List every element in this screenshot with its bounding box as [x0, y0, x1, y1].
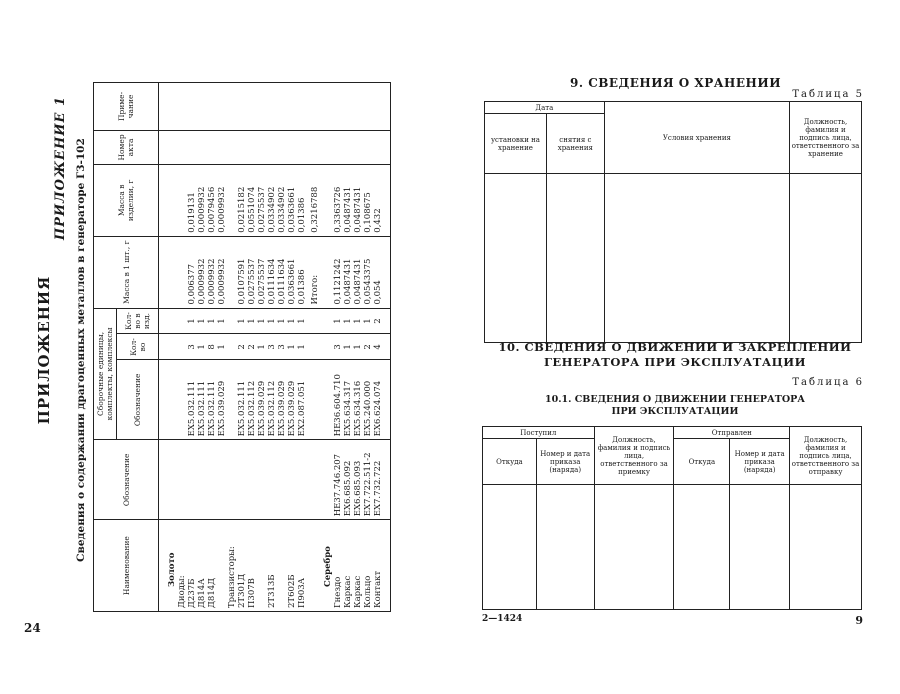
cell-mi: 0,0363661	[287, 164, 297, 236]
cell-qi: 1	[237, 308, 247, 334]
cell-empty	[277, 83, 287, 131]
cell-q: 1	[343, 334, 353, 360]
cell-empty	[197, 83, 207, 131]
cell-empty	[353, 130, 363, 164]
cell-mi: 0,108675	[363, 164, 373, 236]
movement-table	[482, 426, 862, 610]
cell-name: Д814А	[197, 520, 207, 612]
cell-q: 1	[257, 334, 267, 360]
cell-asm: НЕ36.604.710	[333, 360, 343, 440]
table-5-label: Таблица 5	[792, 89, 864, 100]
cell-empty	[307, 360, 323, 440]
table-row	[267, 83, 277, 612]
cell-empty	[383, 360, 391, 440]
cell-mi: 0,0487431	[343, 164, 353, 236]
cell-m1: 0,0275537	[247, 236, 257, 308]
cell-name: 2Т313Б	[267, 520, 277, 612]
cell-m1: 0,0107591	[237, 236, 247, 308]
cell-qi	[177, 308, 187, 334]
t6-sent: Отправлен	[674, 427, 790, 439]
cell-m1: 0,0009932	[207, 236, 217, 308]
col-assembly-group: Сборочные единицы, комплекты, комплексы	[94, 308, 117, 440]
t6-empty-cell	[674, 485, 730, 610]
cell-asm: ЕХ5.634.316	[353, 360, 363, 440]
cell-m1: 0,1121242	[333, 236, 343, 308]
cell-des: ЕХ7.732.722	[373, 440, 383, 520]
cell-des	[267, 440, 277, 520]
group-silver-label: Серебро	[323, 520, 333, 612]
cell-mi: 0,019131	[187, 164, 197, 236]
cell-empty	[343, 130, 353, 164]
table-row	[237, 83, 247, 612]
cell-empty	[383, 130, 391, 164]
cell-des	[187, 440, 197, 520]
cell-name: Диоды:	[177, 520, 187, 612]
cell-empty	[383, 308, 391, 334]
cell-empty	[237, 83, 247, 131]
cell-q: 3	[267, 334, 277, 360]
cell-empty	[297, 83, 307, 131]
cell-empty	[307, 334, 323, 360]
cell-empty	[323, 130, 333, 164]
cell-mi: 0,432	[373, 164, 383, 236]
cell-qi: 1	[257, 308, 267, 334]
right-page-number: 9	[855, 614, 863, 627]
cell-qi	[227, 308, 237, 334]
col-mass-unit: Масса в 1 шт., г	[94, 236, 159, 308]
table-row	[307, 83, 323, 612]
cell-q: 2	[363, 334, 373, 360]
table-row	[217, 83, 227, 612]
t5-empty-cell	[604, 174, 789, 343]
gold-total-value: 0,3216788	[307, 164, 323, 236]
cell-name	[217, 520, 227, 612]
cell-m1: 0,0111634	[267, 236, 277, 308]
cell-empty	[247, 83, 257, 131]
precious-metals-table-title: Сведения о содержании драгоценных металлов в генераторе Г3-102	[75, 138, 87, 562]
cell-m1: 0,0275537	[257, 236, 267, 308]
t6-empty-cell	[594, 485, 674, 610]
cell-name: 2Т301Д	[237, 520, 247, 612]
cell-name	[257, 520, 267, 612]
cell-q	[227, 334, 237, 360]
col-mass-item: Масса в изделии, г	[94, 164, 159, 236]
cell-mi: 0,0551074	[247, 164, 257, 236]
precious-metals-table	[93, 82, 391, 612]
cell-m1: 0,0363661	[287, 236, 297, 308]
cell-empty	[323, 360, 333, 440]
cell-asm: ЕХ5.032.111	[237, 360, 247, 440]
cell-qi: 1	[297, 308, 307, 334]
col-note: Приме-чание	[94, 83, 159, 131]
cell-asm: ЕХ5.032.111	[207, 360, 217, 440]
cell-m1: 0,0009932	[197, 236, 207, 308]
table-row	[247, 83, 257, 612]
t5-install: установки на хранение	[485, 114, 547, 174]
cell-empty	[187, 130, 197, 164]
cell-m1: 0,0009932	[217, 236, 227, 308]
cell-m1: 0,0487431	[343, 236, 353, 308]
cell-empty	[383, 440, 391, 520]
cell-name: Д237Б	[187, 520, 197, 612]
t5-remove: снятия с хранения	[546, 114, 604, 174]
cell-asm: ЕХ5.240.000	[363, 360, 373, 440]
cell-name: Кольцо	[363, 520, 373, 612]
cell-des: ЕХ6.685.092	[343, 440, 353, 520]
cell-name	[277, 520, 287, 612]
table-row	[207, 83, 217, 612]
cell-name: П307В	[247, 520, 257, 612]
cell-empty	[323, 334, 333, 360]
cell-des	[247, 440, 257, 520]
cell-mi: 0,01386	[297, 164, 307, 236]
cell-empty	[307, 130, 323, 164]
cell-empty	[297, 130, 307, 164]
cell-empty	[197, 130, 207, 164]
cell-q: 1	[197, 334, 207, 360]
cell-name: Транзисторы:	[227, 520, 237, 612]
cell-m1: 0,01386	[297, 236, 307, 308]
cell-empty	[323, 164, 333, 236]
cell-qi: 1	[267, 308, 277, 334]
cell-asm: ЕХ5.634.317	[343, 360, 353, 440]
cell-qi: 2	[373, 308, 383, 334]
cell-m1: 0,006377	[187, 236, 197, 308]
cell-des	[227, 440, 237, 520]
cell-empty	[177, 130, 187, 164]
cell-asm	[227, 360, 237, 440]
cell-empty	[333, 130, 343, 164]
cell-q: 1	[217, 334, 227, 360]
cell-empty	[307, 308, 323, 334]
t6-acceptor: Должность, фамилия и подпись лица, ответственного за приемку	[594, 427, 674, 485]
cell-qi: 1	[217, 308, 227, 334]
cell-asm	[177, 360, 187, 440]
left-page-number: 24	[24, 621, 41, 635]
cell-empty	[383, 164, 391, 236]
col-qty-per-item: Кол-во в изд.	[117, 308, 159, 334]
cell-q: 1	[297, 334, 307, 360]
cell-des: ЕХ6.685.093	[353, 440, 363, 520]
cell-empty	[277, 130, 287, 164]
section-10-1-title: 10.1. СВЕДЕНИЯ О ДВИЖЕНИИ ГЕНЕРАТОРА ПРИ ЭКСПЛУАТАЦИИ	[544, 394, 805, 417]
t6-to: Откуда	[674, 439, 730, 485]
cell-qi: 1	[197, 308, 207, 334]
cell-des	[177, 440, 187, 520]
cell-q: 2	[237, 334, 247, 360]
table-row	[383, 83, 391, 612]
t6-from: Откуда	[483, 439, 537, 485]
cell-q: 3	[277, 334, 287, 360]
cell-empty	[373, 130, 383, 164]
col-name: Наименование	[94, 520, 159, 612]
signature-code: 2—1424	[482, 614, 523, 624]
t5-empty-cell	[485, 174, 547, 343]
table-row	[287, 83, 297, 612]
table-6-label: Таблица 6	[792, 377, 864, 388]
cell-asm: ЕХ5.032.112	[267, 360, 277, 440]
cell-des	[197, 440, 207, 520]
cell-q: 3	[187, 334, 197, 360]
cell-des	[217, 440, 227, 520]
cell-q	[177, 334, 187, 360]
t6-order-out: Номер и дата приказа (наряда)	[730, 439, 790, 485]
cell-asm: ЕХ6.624.074	[373, 360, 383, 440]
cell-empty	[287, 83, 297, 131]
t5-date: Дата	[485, 102, 605, 114]
cell-asm: ЕХ2.087.051	[297, 360, 307, 440]
cell-empty	[307, 440, 323, 520]
cell-empty	[383, 334, 391, 360]
cell-empty	[237, 130, 247, 164]
cell-empty	[323, 236, 333, 308]
cell-des: НЕ37.746.207	[333, 440, 343, 520]
cell-des	[287, 440, 297, 520]
cell-mi: 0,0275537	[257, 164, 267, 236]
cell-asm: ЕХ5.039.029	[257, 360, 267, 440]
cell-mi: 0,0215182	[237, 164, 247, 236]
col-qty: Кол-во	[117, 334, 159, 360]
cell-des	[237, 440, 247, 520]
t5-responsible: Должность, фамилия и подпись лица, ответственного за хранение	[790, 102, 862, 174]
cell-des: ЕХ7.722.511-2	[363, 440, 373, 520]
cell-m1	[227, 236, 237, 308]
t6-empty-cell	[483, 485, 537, 610]
t6-received: Поступил	[483, 427, 595, 439]
cell-empty	[383, 520, 391, 612]
table-row	[177, 83, 187, 612]
t6-empty-cell	[790, 485, 862, 610]
cell-mi: 0,0334902	[277, 164, 287, 236]
cell-name: 2Т602Б	[287, 520, 297, 612]
table-row	[297, 83, 307, 612]
cell-mi: 0,0334902	[267, 164, 277, 236]
cell-empty	[373, 83, 383, 131]
cell-qi: 1	[343, 308, 353, 334]
table-row	[333, 83, 343, 612]
cell-m1	[177, 236, 187, 308]
cell-qi: 1	[363, 308, 373, 334]
cell-mi: 0,0009932	[197, 164, 207, 236]
cell-empty	[287, 130, 297, 164]
cell-name: Каркас	[353, 520, 363, 612]
cell-empty	[227, 130, 237, 164]
cell-des	[277, 440, 287, 520]
appendices-heading: ПРИЛОЖЕНИЯ	[35, 275, 53, 425]
t6-sender: Должность, фамилия и подпись лица, ответственного за отправку	[790, 427, 862, 485]
cell-mi: 0,3363726	[333, 164, 343, 236]
table-row	[363, 83, 373, 612]
cell-mi	[177, 164, 187, 236]
cell-mi: 0,0079456	[207, 164, 217, 236]
storage-table	[484, 101, 862, 343]
cell-m1: 0,0487431	[353, 236, 363, 308]
cell-name: Д814Д	[207, 520, 217, 612]
cell-asm: ЕХ5.039.029	[277, 360, 287, 440]
cell-asm: ЕХ5.032.112	[247, 360, 257, 440]
cell-empty	[323, 440, 333, 520]
cell-q: 4	[373, 334, 383, 360]
cell-empty	[323, 83, 333, 131]
table-row	[197, 83, 207, 612]
cell-empty	[207, 130, 217, 164]
cell-q: 1	[353, 334, 363, 360]
section-9-title: 9. СВЕДЕНИЯ О ХРАНЕНИИ	[570, 76, 782, 90]
col-assembly-designation: Обозначение	[117, 360, 159, 440]
cell-empty	[353, 83, 363, 131]
table-row	[373, 83, 383, 612]
t6-empty-cell	[536, 485, 594, 610]
cell-empty	[217, 130, 227, 164]
col-act-number: Номер акта	[94, 130, 159, 164]
cell-qi: 1	[207, 308, 217, 334]
t5-empty-cell	[546, 174, 604, 343]
cell-qi: 1	[277, 308, 287, 334]
cell-empty	[187, 83, 197, 131]
cell-asm: ЕХ5.039.029	[217, 360, 227, 440]
cell-name: Каркас	[343, 520, 353, 612]
cell-q: 8	[207, 334, 217, 360]
cell-qi: 1	[353, 308, 363, 334]
col-designation: Обозначение	[94, 440, 159, 520]
t5-conditions: Условия хранения	[604, 102, 789, 174]
table-row	[227, 83, 237, 612]
cell-mi: 0,0487431	[353, 164, 363, 236]
cell-qi: 1	[333, 308, 343, 334]
right-page	[450, 0, 900, 694]
cell-mi	[227, 164, 237, 236]
t6-empty-cell	[730, 485, 790, 610]
cell-des	[207, 440, 217, 520]
cell-empty	[333, 83, 343, 131]
cell-q: 3	[333, 334, 343, 360]
gold-total-label: Итого:	[307, 236, 323, 308]
cell-empty	[363, 130, 373, 164]
cell-empty	[307, 520, 323, 612]
cell-empty	[383, 236, 391, 308]
rotated-appendix-block	[31, 80, 441, 620]
cell-m1: 0,0543375	[363, 236, 373, 308]
table-row	[187, 83, 197, 612]
cell-empty	[257, 83, 267, 131]
table-row	[323, 83, 333, 612]
cell-des	[297, 440, 307, 520]
cell-m1: 0,054	[373, 236, 383, 308]
cell-empty	[177, 83, 187, 131]
table-row	[353, 83, 363, 612]
appendix-label: ПРИЛОЖЕНИЕ 1	[53, 96, 68, 241]
cell-name: Контакт	[373, 520, 383, 612]
cell-name: Гнездо	[333, 520, 343, 612]
cell-asm: ЕХ5.039.029	[287, 360, 297, 440]
cell-empty	[343, 83, 353, 131]
cell-empty	[257, 130, 267, 164]
cell-asm: ЕХ5.032.111	[187, 360, 197, 440]
cell-name: П903А	[297, 520, 307, 612]
cell-empty	[383, 83, 391, 131]
cell-empty	[323, 308, 333, 334]
cell-qi: 1	[287, 308, 297, 334]
cell-q: 1	[287, 334, 297, 360]
cell-empty	[217, 83, 227, 131]
section-10-title: 10. СВЕДЕНИЯ О ДВИЖЕНИИ И ЗАКРЕПЛЕНИИ ГЕНЕРАТОРА ПРИ ЭКСПЛУАТАЦИИ	[498, 340, 852, 369]
cell-q: 2	[247, 334, 257, 360]
cell-mi: 0,0009932	[217, 164, 227, 236]
cell-empty	[307, 83, 323, 131]
table-row	[257, 83, 267, 612]
t6-order-in: Номер и дата приказа (наряда)	[536, 439, 594, 485]
cell-des	[257, 440, 267, 520]
table-row	[277, 83, 287, 612]
cell-asm: ЕХ5.032.111	[197, 360, 207, 440]
cell-empty	[247, 130, 257, 164]
cell-empty	[267, 130, 277, 164]
group-gold-label: Золото	[167, 520, 177, 612]
cell-qi: 1	[187, 308, 197, 334]
cell-empty	[227, 83, 237, 131]
table-row	[343, 83, 353, 612]
cell-empty	[267, 83, 277, 131]
cell-qi: 1	[247, 308, 257, 334]
cell-empty	[363, 83, 373, 131]
cell-m1: 0,0111634	[277, 236, 287, 308]
cell-empty	[207, 83, 217, 131]
t5-empty-cell	[790, 174, 862, 343]
